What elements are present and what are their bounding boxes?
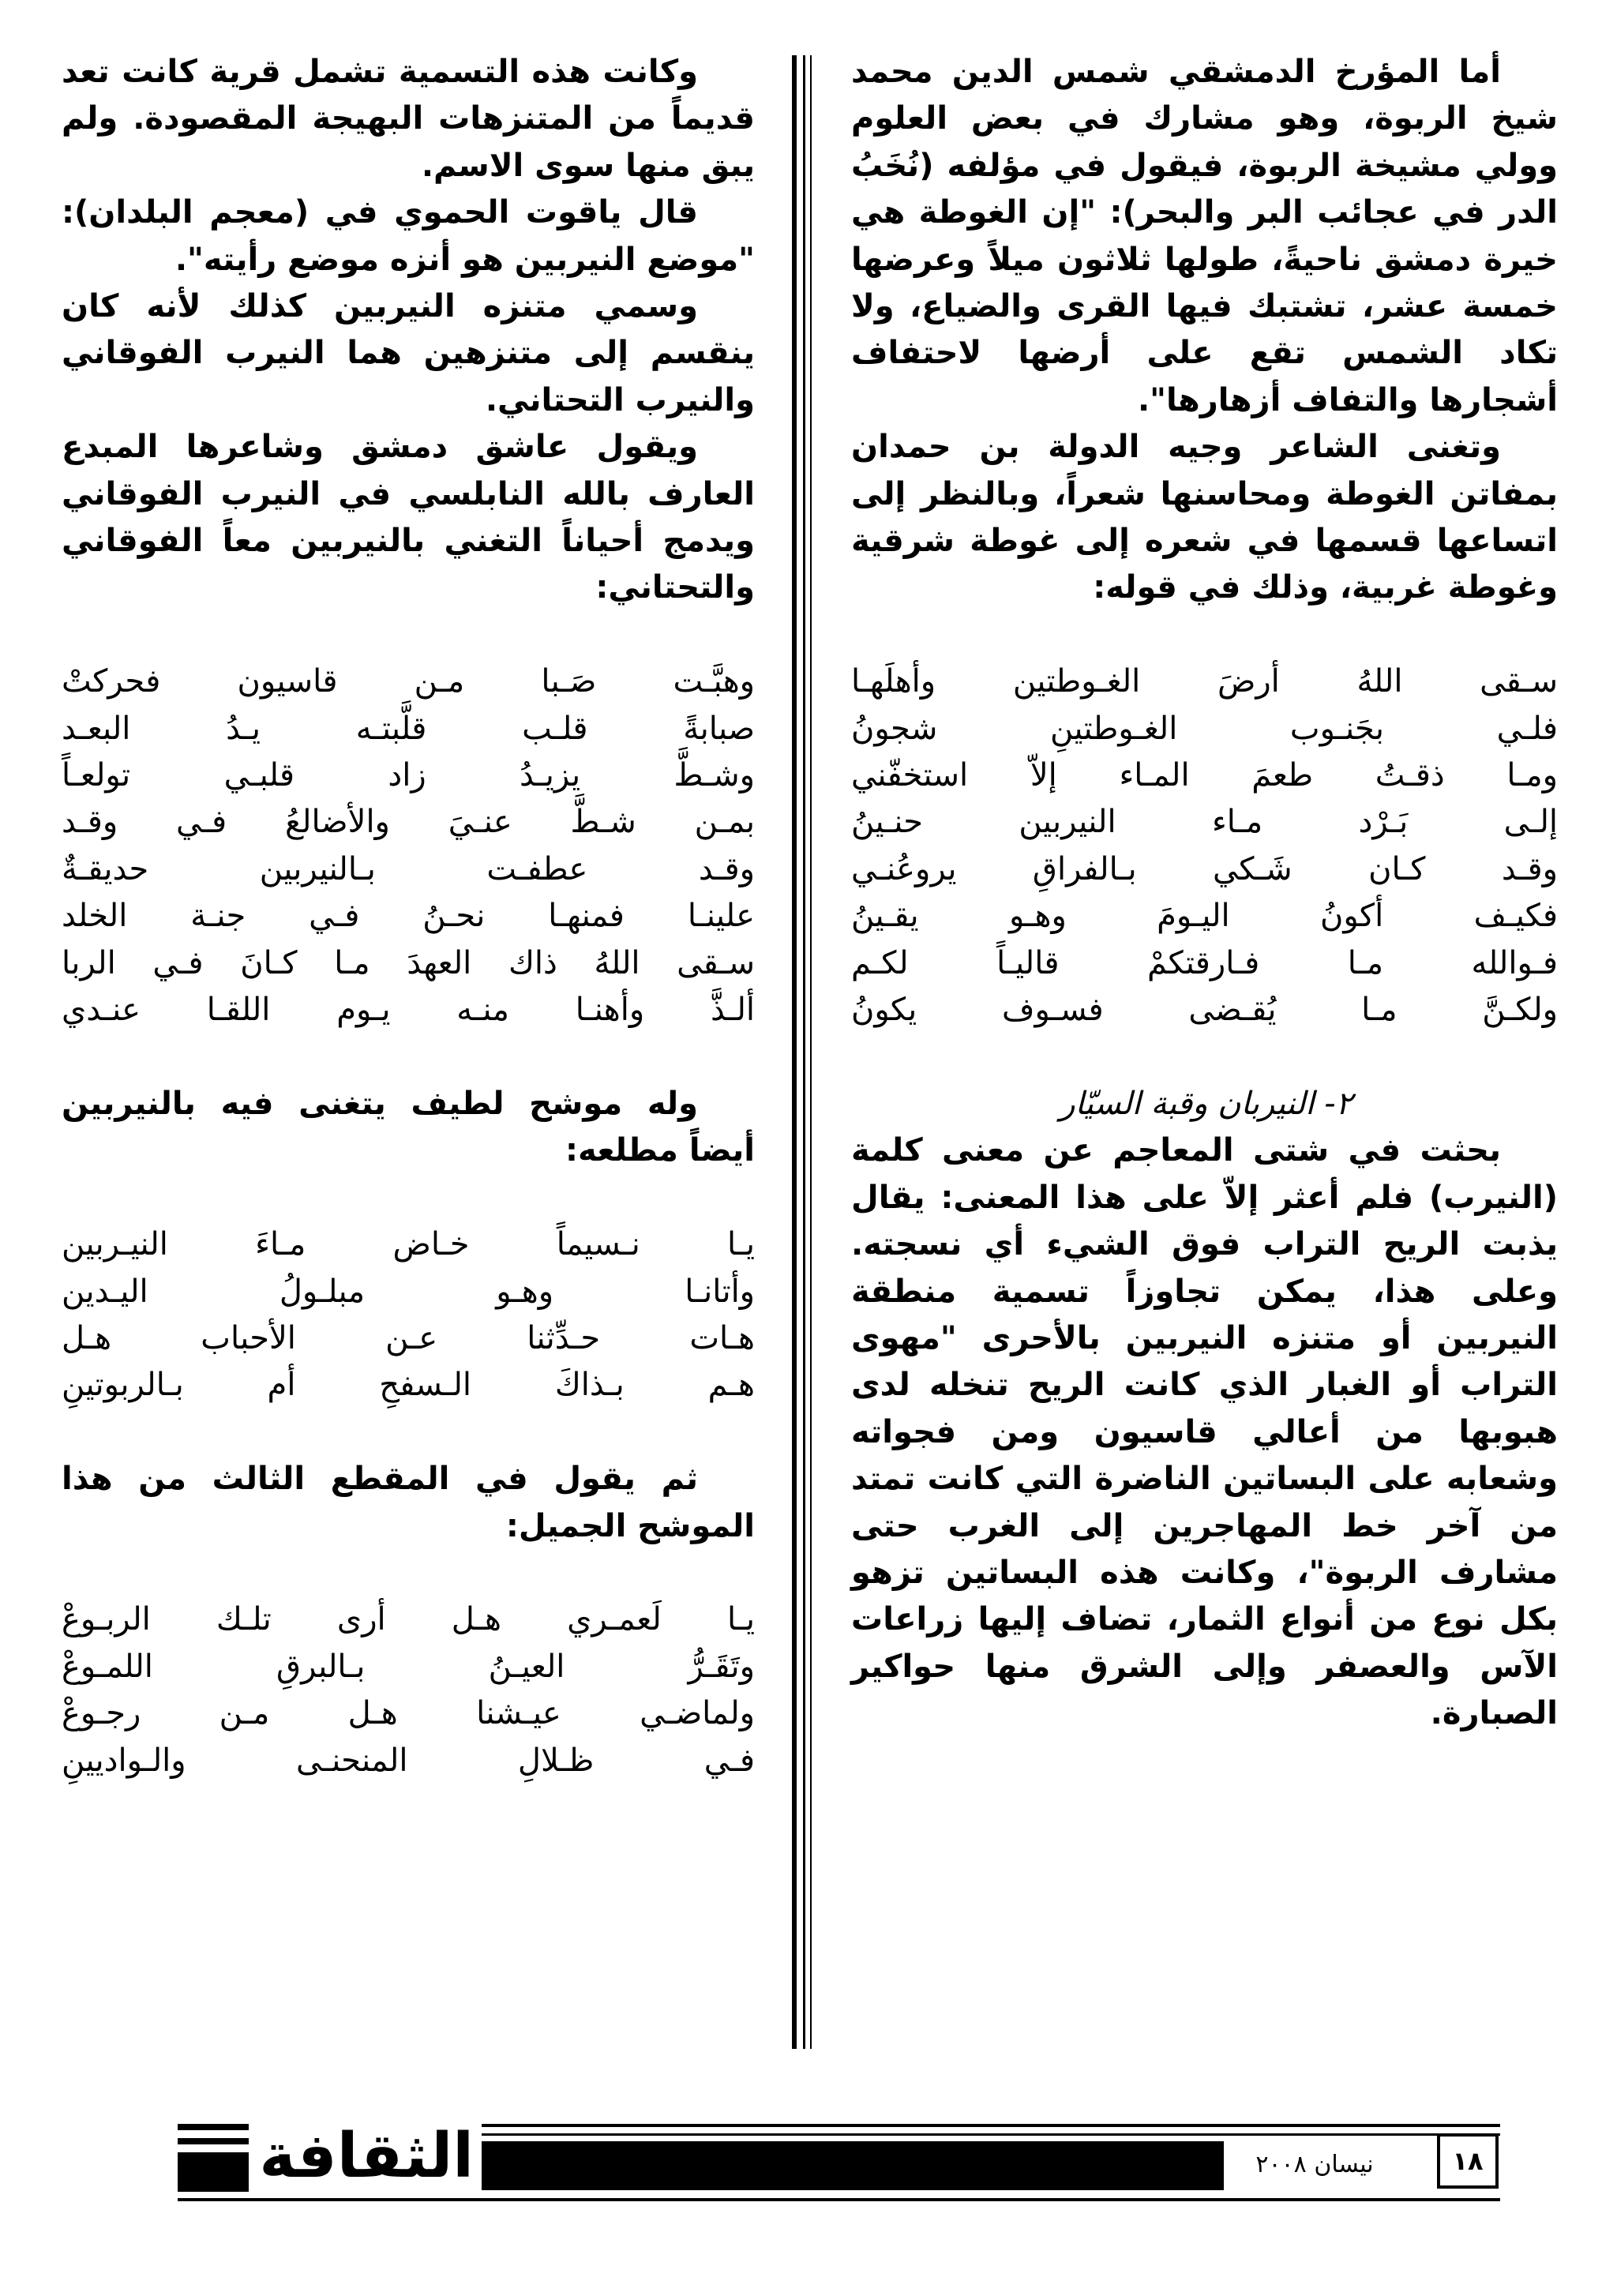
poem [851, 658, 1558, 1034]
paragraph: وكانت هذه التسمية تشمل قرية كانت تعد قديماً من المتنزهات البهيجة المقصودة. ولم يبق منها سوى الاسم. [62, 54, 755, 184]
poem-line: إلـى بَـرْد مـاء النيربين حنـينُ [851, 804, 1558, 841]
left-column [62, 49, 755, 1784]
poem [62, 1596, 755, 1784]
issue-date: نيسان ٢٠٠٨ [1255, 2151, 1374, 2178]
paragraph: أما المؤرخ الدمشقي شمس الدين محمد شيخ الربوة، وهو مشارك في بعض العلوم وولي مشيخة الربوة، فيقول في مؤلفه (نُخَبُ الدر في عجائب البر والبحر): "إن الغوطة هي خيرة دمشق ناحيةً، طولها ثلاثون ميلاً وعرضها خمسة عشر، تشتبك فيها القرى والضياع، ولا تكاد الشمس تقع على أرضها لاحتفاف أشجارها والتفاف أزهارها". [851, 54, 1558, 418]
footer-bar [482, 2133, 1500, 2136]
poem-line: وهبَّـت صَـبا مـن قاسيون فحركتْ [62, 663, 755, 700]
page-number: ١٨ [1437, 2133, 1499, 2189]
footer-bar [482, 2141, 1224, 2190]
poem-line: سـقى اللهُ ذاك العهدَ مـا كـانَ فـي الربا [62, 944, 755, 981]
poem-line: وأتانـا وهـو مبلـولُ اليـدين [62, 1273, 755, 1310]
poem [62, 1221, 755, 1409]
paragraph: قال ياقوت الحموي في (معجم البلدان): "موضع النيربين هو أنزه موضع رأيته". [62, 194, 755, 278]
poem-line: ولماضـي عيـشنا هـل مـن رجـوعْ [62, 1695, 755, 1732]
poem-line: هـات حـدِّثنا عـن الأحباب هـل [62, 1319, 755, 1356]
footer-bar [178, 2152, 249, 2192]
paragraph: وسمي متنزه النيربين كذلك لأنه كان ينقسم إلى متنزهين هما النيرب الفوقاني والنيرب التحتاني. [62, 288, 755, 418]
poem-line: صبابةً قلـب قلَّبتـه يـدُ البعـد [62, 710, 755, 747]
poem-line: فـوالله مـا فـارقتكمْ قاليـاً لكـم [851, 944, 1558, 981]
poem-line: ومـا ذقـتُ طعمَ المـاء إلاّ استخفّني [851, 757, 1558, 794]
footer-bar [178, 2198, 1500, 2201]
poem-line: سـقى اللهُ أرضَ الغـوطتين وأهلَهـا [851, 663, 1558, 700]
column-divider [792, 55, 797, 2049]
poem-line: ولكـنَّ مـا يُقـضى فسـوف يكونُ [851, 992, 1558, 1029]
magazine-logo: الثقافة [259, 2121, 474, 2192]
column-divider [810, 55, 812, 2049]
column-divider [803, 55, 805, 2049]
paragraph: بحثت في شتى المعاجم عن معنى كلمة (النيرب) فلم أعثر إلاّ على هذا المعنى: يقال يذبت الريح التراب فوق الشيء أي نسجته. وعلى هذا، يمكن تجاوزاً تسمية منطقة النيربين أو متنزه النيربين بالأحرى "مهوى التراب أو الغبار الذي كانت الريح تنخله لدى هبوبها من أعالي قاسيون ومن فجواته وشعابه على البساتين الناضرة التي كانت تمتد من آخر خط المهاجرين إلى الغرب حتى مشارف الربوة"، وكانت هذه البساتين تزهو بكل نوع من أنواع الثمار، تضاف إليها زراعات الآس والعصفر وإلى الشرق منها حواكير الصبارة. [851, 1132, 1558, 1732]
section-heading: ٢- النيربان وقبة السيّار [1060, 1085, 1353, 1122]
paragraph: ثم يقول في المقطع الثالث من هذا الموشح الجميل: [62, 1461, 755, 1544]
paragraph: وله موشح لطيف يتغنى فيه بالنيربين أيضاً مطلعه: [62, 1085, 755, 1169]
poem-line: بمـن شـطَّ عنـيَ والأضالعُ فـي وقـد [62, 804, 755, 841]
poem-line: وشـطَّ يزيـدُ زاد قلبـي تولعـاً [62, 757, 755, 794]
right-column [851, 49, 1558, 1738]
footer-bar [482, 2124, 1500, 2127]
poem-line: هـم بـذاكَ الـسفحِ أم بـالربوتينِ [62, 1367, 755, 1404]
paragraph: وتغنى الشاعر وجيه الدولة بن حمدان بمفاتن الغوطة ومحاسنها شعراً، وبالنظر إلى اتساعها قسمها في شعره إلى غوطة شرقية وغوطة غربية، وذلك في قوله: [851, 429, 1558, 606]
paragraph: ويقول عاشق دمشق وشاعرها المبدع العارف بالله النابلسي في النيرب الفوقاني ويدمج أحياناً التغني بالنيربين معاً الفوقاني والتحتاني: [62, 429, 755, 606]
footer-bar [178, 2124, 249, 2130]
poem-line: علينـا فمنهـا نحـنُ فـي جنـة الخلد [62, 898, 755, 935]
poem-line: يـا لَعمـري هـل أرى تلـك الربـوعْ [62, 1601, 755, 1638]
poem-line: وقـد عطفـت بـالنيربين حديقـةٌ [62, 850, 755, 887]
poem [62, 658, 755, 1034]
poem-line: فكيـف أكونُ اليـومَ وهـو يقـينُ [851, 898, 1558, 935]
poem-line: ألـذَّ وأهنـا منـه يـوم اللقـا عنـدي [62, 992, 755, 1029]
poem-line: وقـد كـان شَـكي بـالفراقِ يروعُنـي [851, 850, 1558, 887]
poem-line: وتَقَـرُّ العيـنُ بـالبرقِ اللمـوعْ [62, 1648, 755, 1685]
poem-line: يـا نـسيماً خـاض مـاءَ النيـربين [62, 1226, 755, 1263]
poem-line: فـي ظـلالِ المنحنـى والـواديينِ [62, 1742, 755, 1779]
footer-bar [178, 2138, 249, 2144]
poem-line: فلـي بجَنـوب الغـوطتينِ شجونُ [851, 710, 1558, 747]
